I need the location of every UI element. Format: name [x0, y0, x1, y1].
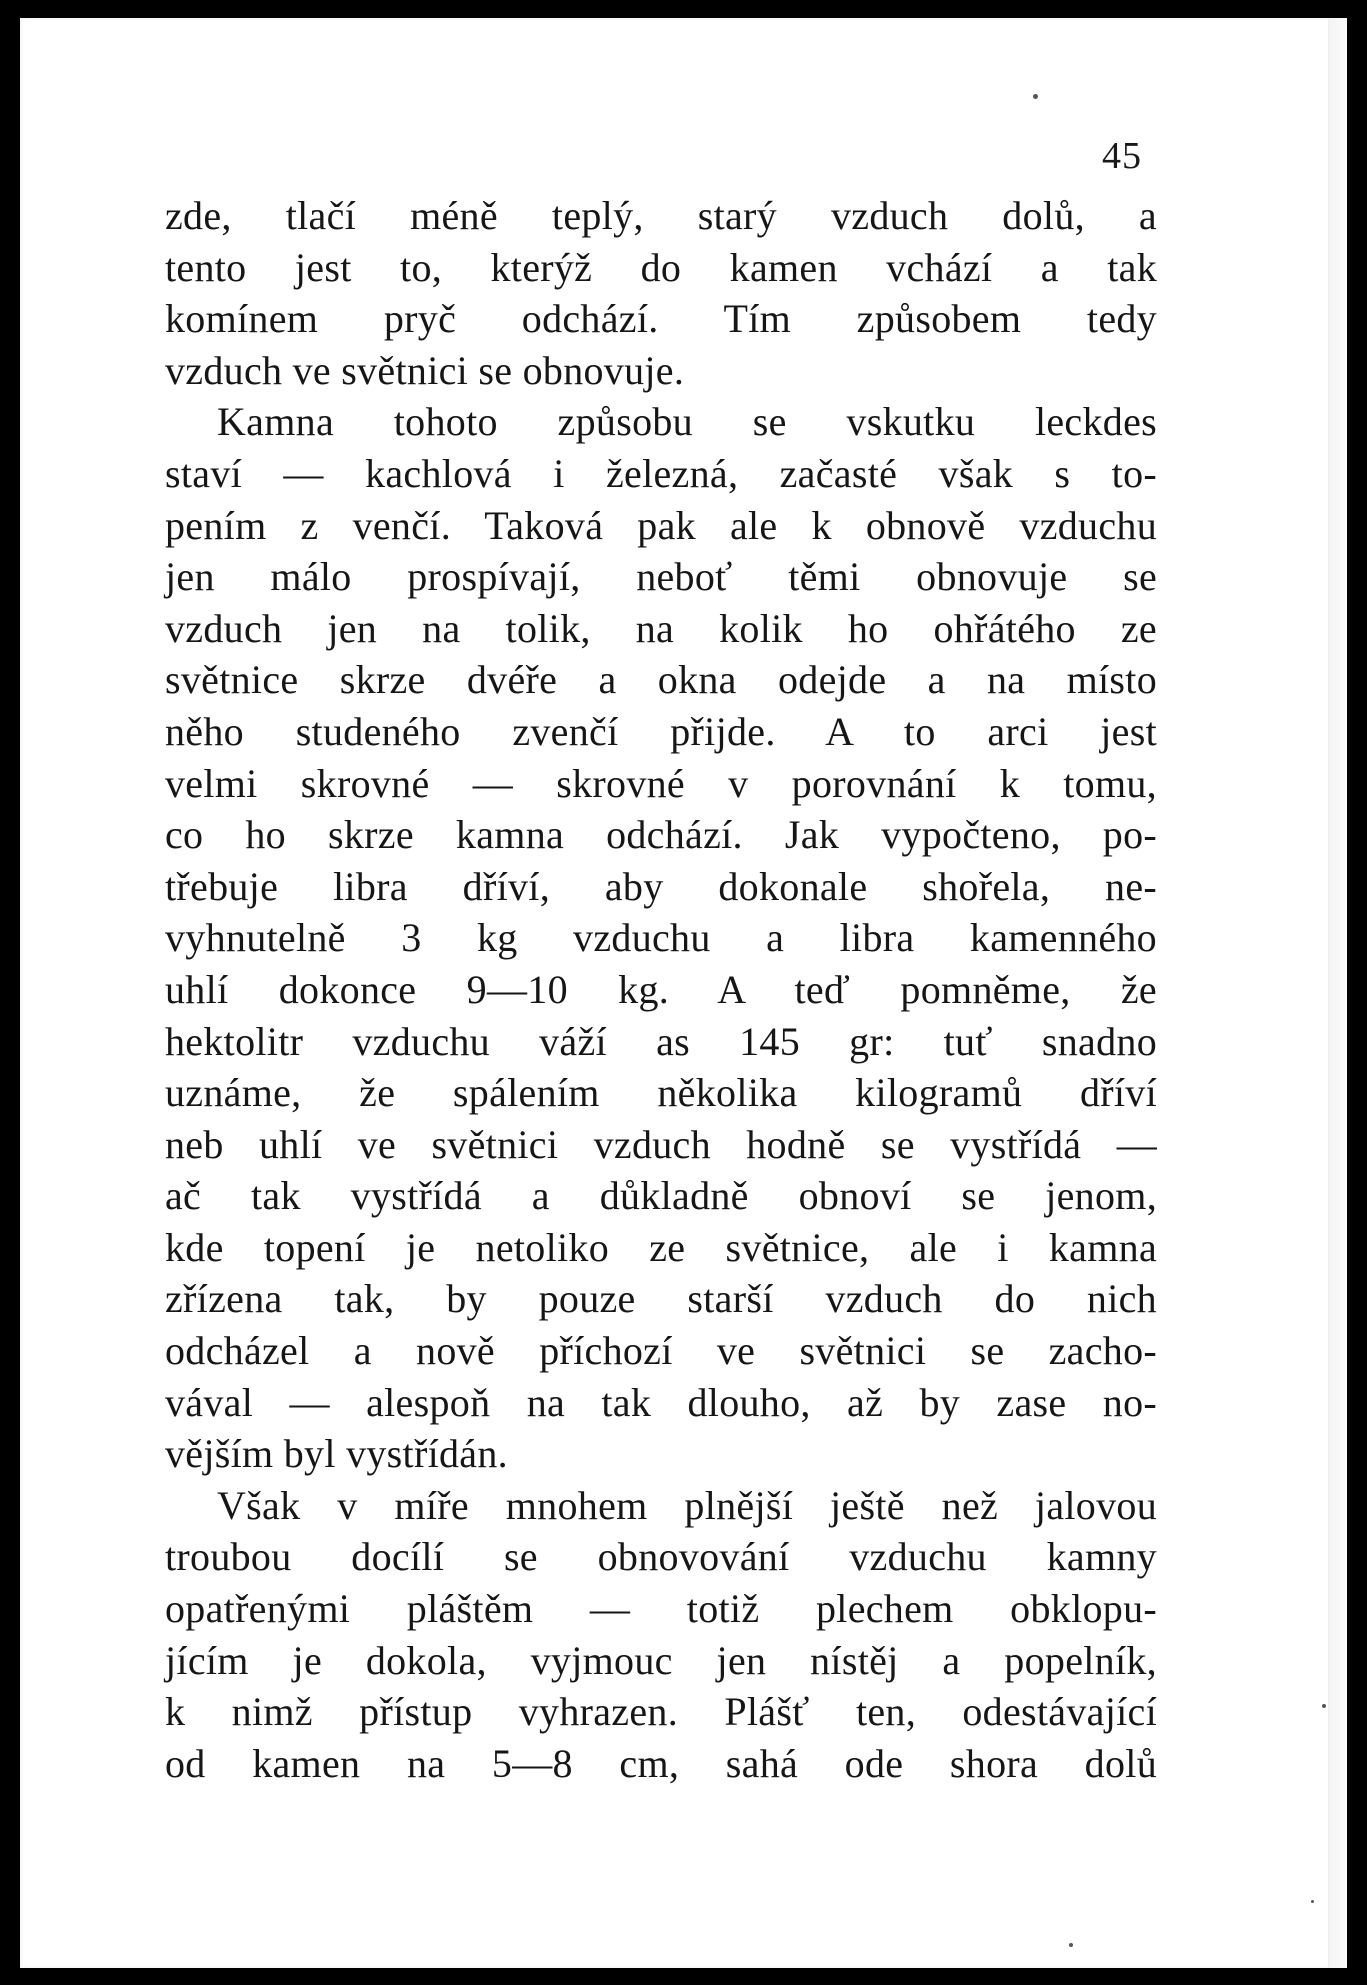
scan-edge — [1328, 18, 1347, 1968]
text-line: k nimž přístup vyhrazen. Plášť ten, odestávající — [165, 1689, 1157, 1735]
text-line: komínem pryč odchází. Tím způsobem tedy — [165, 296, 1157, 342]
text-line: jícím je dokola, vyjmouc jen nístěj a popelník, — [165, 1637, 1157, 1683]
text-line: vával — alespoň na tak dlouho, až by zase no- — [165, 1379, 1157, 1425]
text-line: co ho skrze kamna odchází. Jak vypočteno, po- — [165, 812, 1157, 858]
text-line: uhlí dokonce 9—10 kg. A teď pomněme, že — [165, 966, 1157, 1012]
text-line: něho studeného zvenčí přijde. A to arci jest — [165, 708, 1157, 754]
text-line: staví — kachlová i železná, začasté však s to- — [165, 450, 1157, 496]
text-line: třebuje libra dříví, aby dokonale shořela, ne- — [165, 863, 1157, 909]
text-line: pením z venčí. Taková pak ale k obnově vzduchu — [165, 502, 1157, 548]
text-line: vzduch jen na tolik, na kolik ho ohřátého ze — [165, 605, 1157, 651]
text-line: Kamna tohoto způsobu se vskutku leckdes — [217, 399, 1157, 445]
text-line: troubou docílí se obnovování vzduchu kamny — [165, 1534, 1157, 1580]
text-line: odcházel a nově příchozí ve světnici se zacho- — [165, 1328, 1157, 1374]
text-line: Však v míře mnohem plnější ještě než jalovou — [217, 1482, 1157, 1528]
book-page — [20, 18, 1347, 1968]
text-line: ač tak vystřídá a důkladně obnoví se jenom, — [165, 1173, 1157, 1219]
page-number: 45 — [1102, 135, 1142, 177]
text-line: neb uhlí ve světnici vzduch hodně se vystřídá — — [165, 1121, 1157, 1167]
text-line: opatřenými pláštěm — totiž plechem obklopu- — [165, 1586, 1157, 1632]
text-line: jen málo prospívají, neboť těmi obnovuje se — [165, 554, 1157, 600]
text-line: velmi skrovné — skrovné v porovnání k tomu, — [165, 760, 1157, 806]
text-line: tento jest to, kterýž do kamen vchází a tak — [165, 244, 1157, 290]
text-line: vějším byl vystřídán. — [165, 1431, 508, 1477]
text-line: hektolitr vzduchu váží as 145 gr: tuť snadno — [165, 1018, 1157, 1064]
text-line: světnice skrze dvéře a okna odejde a na místo — [165, 657, 1157, 703]
scan-speck — [1322, 1704, 1326, 1708]
text-line: kde topení je netoliko ze světnice, ale i kamna — [165, 1224, 1157, 1270]
text-line: od kamen na 5—8 cm, sahá ode shora dolů — [165, 1740, 1157, 1786]
text-line: uznáme, že spálením několika kilogramů dříví — [165, 1070, 1157, 1116]
text-line: vyhnutelně 3 kg vzduchu a libra kamenného — [165, 915, 1157, 961]
text-line: zřízena tak, by pouze starší vzduch do nich — [165, 1276, 1157, 1322]
scan-speck — [1069, 1943, 1073, 1947]
text-line: vzduch ve světnici se obnovuje. — [165, 347, 685, 393]
body-text — [165, 190, 1157, 1789]
scan-speck — [1033, 94, 1038, 99]
scan-speck — [1311, 1900, 1314, 1903]
text-line: zde, tlačí méně teplý, starý vzduch dolů, a — [165, 193, 1157, 238]
